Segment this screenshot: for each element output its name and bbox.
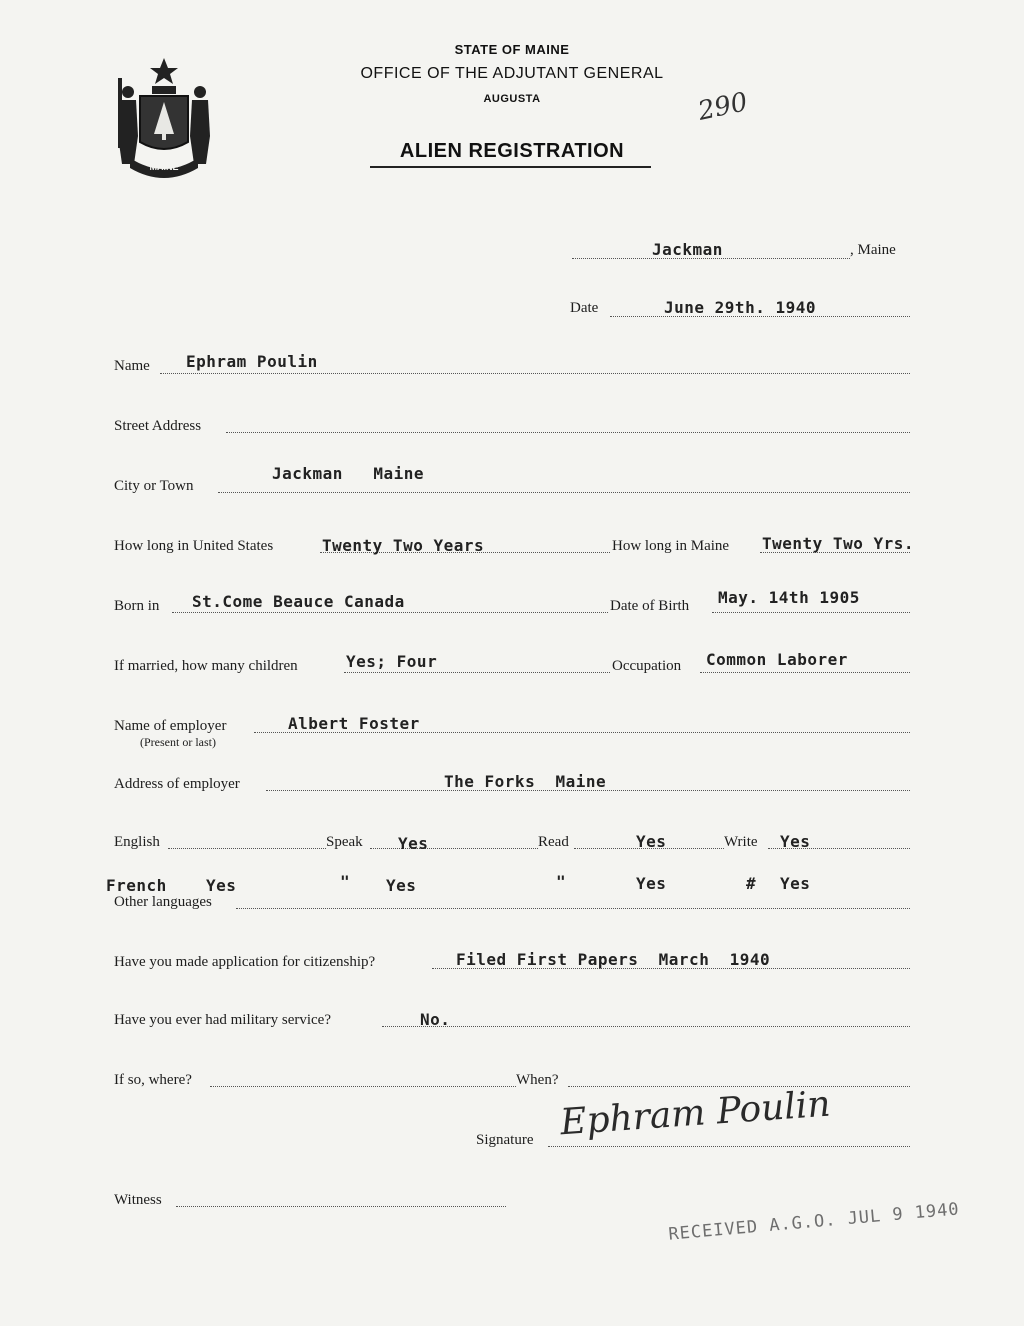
- name-value: Ephram Poulin: [186, 352, 318, 371]
- how-long-maine-value: Twenty Two Yrs.: [762, 534, 914, 553]
- town-suffix: , Maine: [850, 242, 896, 258]
- english-speak-label: Speak: [326, 834, 363, 850]
- date-label: Date: [570, 300, 599, 316]
- employer-name-label: Name of employer: [114, 718, 227, 734]
- name-label: Name: [114, 358, 150, 374]
- other-language-name: French: [106, 876, 167, 895]
- occupation-line: [700, 672, 910, 673]
- other-language-read: Yes: [636, 874, 667, 893]
- other-languages-label: Other languages: [114, 894, 212, 910]
- name-line: [160, 373, 910, 374]
- city-label: City or Town: [114, 478, 194, 494]
- english-line: [168, 848, 326, 849]
- married-value: Yes; Four: [346, 652, 438, 671]
- title-underline: [370, 166, 651, 168]
- witness-label: Witness: [114, 1192, 162, 1208]
- military-value: No.: [420, 1010, 451, 1029]
- english-write-label: Write: [724, 834, 758, 850]
- where-label: If so, where?: [114, 1072, 192, 1088]
- when-line: [568, 1086, 910, 1087]
- form-title: ALIEN REGISTRATION: [399, 140, 625, 162]
- english-write-value: Yes: [780, 832, 811, 851]
- date-of-birth-label: Date of Birth: [610, 598, 690, 614]
- citizenship-value: Filed First Papers March 1940: [456, 950, 771, 969]
- employer-address-label: Address of employer: [114, 776, 240, 792]
- other-language-write: Yes: [780, 874, 811, 893]
- handwritten-annotation: 290: [695, 87, 751, 127]
- how-long-maine-label: How long in Maine: [612, 538, 730, 554]
- when-label: When?: [516, 1072, 559, 1088]
- how-long-us-value: Twenty Two Years: [322, 536, 485, 555]
- born-in-label: Born in: [114, 598, 160, 614]
- military-label: Have you ever had military service?: [114, 1012, 331, 1028]
- city-value: Jackman Maine: [272, 464, 424, 483]
- born-in-line: [172, 612, 608, 613]
- married-line: [344, 672, 610, 673]
- married-label: If married, how many children: [114, 658, 298, 674]
- seal-banner-text: MAINE: [149, 162, 179, 172]
- military-line: [382, 1026, 910, 1027]
- signature-line: [548, 1146, 910, 1147]
- other-language-value: Yes: [206, 876, 237, 895]
- employer-address-value: The Forks Maine: [444, 772, 607, 791]
- witness-line: [176, 1206, 506, 1207]
- signature-label: Signature: [476, 1132, 534, 1148]
- header-state: STATE OF MAINE: [454, 42, 570, 57]
- date-of-birth-value: May. 14th 1905: [718, 588, 860, 607]
- header-city: AUGUSTA: [483, 93, 541, 105]
- english-speak-line: [370, 848, 538, 849]
- signature-handwriting: Ephram Poulin: [558, 1083, 832, 1144]
- english-read-value: Yes: [636, 832, 667, 851]
- citizenship-label: Have you made application for citizenship?: [114, 954, 376, 970]
- street-address-label: Street Address: [114, 418, 202, 434]
- city-line: [218, 492, 910, 493]
- born-in-value: St.Come Beauce Canada: [192, 592, 405, 611]
- header-office: OFFICE OF THE ADJUTANT GENERAL: [360, 65, 664, 82]
- english-read-label: Read: [538, 834, 569, 850]
- occupation-value: Common Laborer: [706, 650, 848, 669]
- employer-name-value: Albert Foster: [288, 714, 420, 733]
- occupation-label: Occupation: [612, 658, 682, 674]
- other-language-speak: Yes: [386, 876, 417, 895]
- where-line: [210, 1086, 516, 1087]
- date-of-birth-line: [712, 612, 910, 613]
- other-languages-line: [236, 908, 910, 909]
- employer-name-sublabel: (Present or last): [140, 735, 216, 749]
- town-value: Jackman: [652, 240, 723, 259]
- date-value: June 29th. 1940: [664, 298, 816, 317]
- street-address-line: [226, 432, 910, 433]
- english-speak-value: Yes: [398, 834, 429, 853]
- how-long-us-label: How long in United States: [114, 538, 274, 554]
- ditto-mark-speak: ": [340, 872, 351, 891]
- english-label: English: [114, 834, 160, 850]
- ditto-mark-write: #: [746, 874, 757, 893]
- ditto-mark-read: ": [556, 872, 567, 891]
- received-stamp: RECEIVED A.G.O. JUL 9 1940: [667, 1199, 961, 1245]
